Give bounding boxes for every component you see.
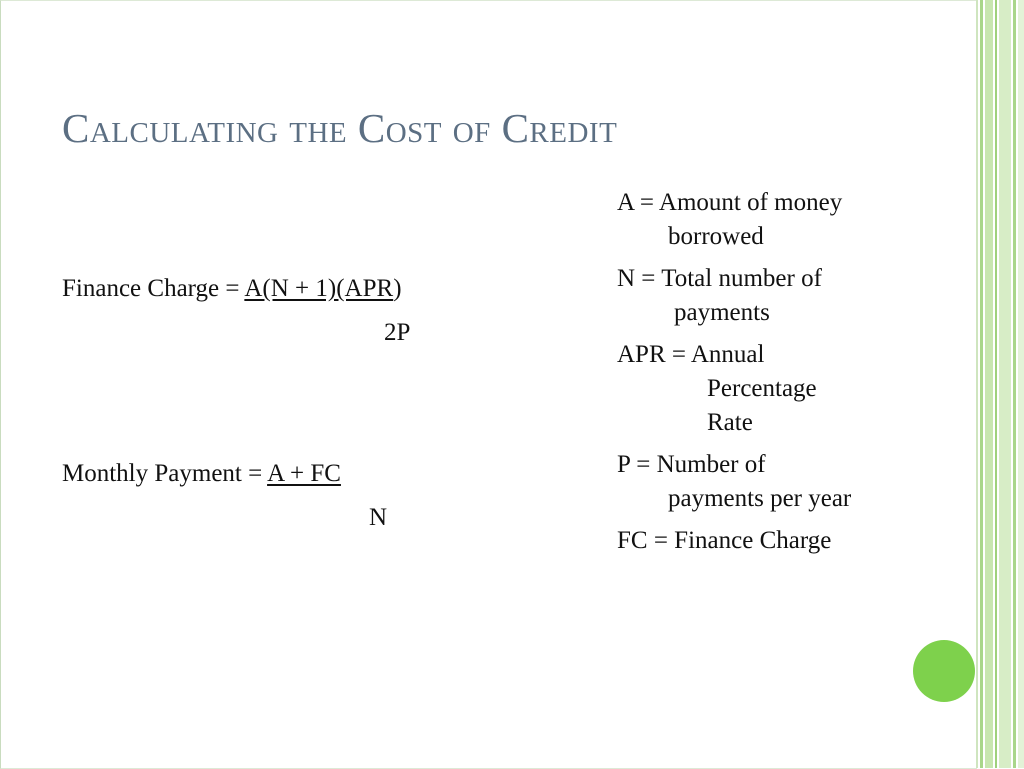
finance-charge-numerator-tail: ) [393,275,402,302]
definition-line: Percentage [707,375,817,402]
monthly-payment-numerator: A + FC [267,460,341,487]
decorative-stripe [980,0,983,768]
definition-line: Rate [707,409,753,436]
decorative-stripe [995,0,997,768]
decorative-stripe [976,0,978,768]
finance-charge-formula [62,276,402,301]
decorative-stripe [999,0,1011,768]
definitions-list [617,186,957,566]
definition-apr [617,338,957,440]
definition-line: P = Number of [617,451,766,478]
monthly-payment-denominator: N [369,504,388,531]
definition-line: APR = Annual [617,341,765,368]
definition-line: payments [674,299,770,326]
definition-line: N = Total number of [617,265,822,292]
decorative-stripe [985,0,993,768]
definition-line: borrowed [668,223,764,250]
monthly-payment-label: Monthly Payment = [62,460,268,487]
decorative-stripe [1018,0,1024,768]
definition-line: payments per year [668,485,852,512]
definition-line: A = Amount of money [617,189,843,216]
definition-n [617,262,957,330]
finance-charge-numerator: A(N + 1)(APR [244,275,394,302]
definition-fc [617,524,957,558]
finance-charge-denominator: 2P [384,319,411,346]
monthly-payment-formula [62,461,341,486]
decorative-stripe [1013,0,1016,768]
finance-charge-label: Finance Charge = [62,275,245,302]
decorative-circle [913,640,975,702]
definition-p [617,448,957,516]
slide-title: Calculating the Cost of Credit [62,105,618,151]
definition-line: FC = Finance Charge [617,527,832,554]
definition-a [617,186,957,254]
